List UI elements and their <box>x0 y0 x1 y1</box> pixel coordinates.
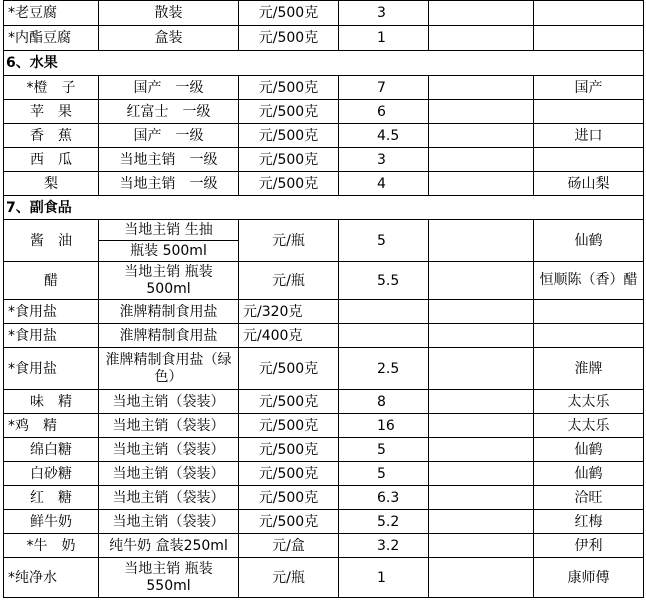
section-header-row <box>4 196 644 220</box>
item-note: 进口 <box>534 124 644 148</box>
item-spec: 淮牌精制食用盐 <box>99 324 239 348</box>
item-note: 红梅 <box>534 510 644 534</box>
item-price: 2.5 <box>339 348 429 390</box>
table-row <box>4 390 644 414</box>
item-spec: 当地主销 一级 <box>99 172 239 196</box>
item-note <box>534 1 644 26</box>
item-spec: 盒装 <box>99 26 239 51</box>
item-unit: 元/500克 <box>239 486 339 510</box>
table-row <box>4 534 644 558</box>
item-spec: 当地主销 生抽 <box>99 220 239 241</box>
item-unit: 元/500克 <box>239 462 339 486</box>
item-unit: 元/500克 <box>239 76 339 100</box>
item-unit: 元/400克 <box>239 324 339 348</box>
item-spec: 淮牌精制食用盐（绿色） <box>99 348 239 390</box>
item-price: 3 <box>339 1 429 26</box>
item-price: 8 <box>339 390 429 414</box>
item-name: *内酯豆腐 <box>4 26 99 51</box>
item-unit: 元/500克 <box>239 148 339 172</box>
empty-cell <box>429 390 534 414</box>
item-unit: 元/500克 <box>239 100 339 124</box>
table-row <box>4 76 644 100</box>
item-name: *橙 子 <box>4 76 99 100</box>
item-price: 6 <box>339 100 429 124</box>
item-name: 绵白糖 <box>4 438 99 462</box>
item-price: 3 <box>339 148 429 172</box>
empty-cell <box>429 462 534 486</box>
item-name: 鲜牛奶 <box>4 510 99 534</box>
item-spec: 当地主销 瓶装 550ml <box>99 558 239 598</box>
table-row <box>4 26 644 51</box>
section-title: 6、水果 <box>4 51 644 76</box>
table-row <box>4 1 644 26</box>
item-unit: 元/500克 <box>239 414 339 438</box>
item-note: 太太乐 <box>534 390 644 414</box>
item-unit: 元/500克 <box>239 348 339 390</box>
empty-cell <box>429 26 534 51</box>
empty-cell <box>429 262 534 300</box>
section-title: 7、副食品 <box>4 196 644 220</box>
table-row <box>4 148 644 172</box>
item-spec: 红富士 一级 <box>99 100 239 124</box>
item-unit: 元/500克 <box>239 124 339 148</box>
empty-cell <box>429 534 534 558</box>
table-row <box>4 558 644 598</box>
item-name: 红 糖 <box>4 486 99 510</box>
item-price: 1 <box>339 26 429 51</box>
item-name: *食用盐 <box>4 348 99 390</box>
item-spec: 当地主销 瓶装 500ml <box>99 262 239 300</box>
item-note: 仙鹤 <box>534 438 644 462</box>
empty-cell <box>429 124 534 148</box>
item-unit: 元/320克 <box>239 300 339 324</box>
item-unit: 元/盒 <box>239 534 339 558</box>
table-row <box>4 462 644 486</box>
item-name: 西 瓜 <box>4 148 99 172</box>
table-row <box>4 438 644 462</box>
empty-cell <box>429 300 534 324</box>
item-name: 味 精 <box>4 390 99 414</box>
item-note <box>534 26 644 51</box>
item-note: 淮牌 <box>534 348 644 390</box>
table-row <box>4 510 644 534</box>
item-name: *纯净水 <box>4 558 99 598</box>
price-table <box>3 0 644 598</box>
item-note: 国产 <box>534 76 644 100</box>
table-row <box>4 262 644 300</box>
item-spec: 当地主销（袋装） <box>99 438 239 462</box>
item-note <box>534 148 644 172</box>
item-spec: 当地主销（袋装） <box>99 510 239 534</box>
item-name: 白砂糖 <box>4 462 99 486</box>
item-price: 5 <box>339 462 429 486</box>
empty-cell <box>429 438 534 462</box>
item-unit: 元/500克 <box>239 172 339 196</box>
item-name: 香 蕉 <box>4 124 99 148</box>
item-spec: 当地主销（袋装） <box>99 414 239 438</box>
item-price: 3.2 <box>339 534 429 558</box>
section-header-row <box>4 51 644 76</box>
item-spec: 当地主销（袋装） <box>99 462 239 486</box>
item-unit: 元/瓶 <box>239 558 339 598</box>
item-note: 仙鹤 <box>534 462 644 486</box>
item-unit: 元/500克 <box>239 438 339 462</box>
item-price: 5.2 <box>339 510 429 534</box>
item-name: *牛 奶 <box>4 534 99 558</box>
empty-cell <box>429 348 534 390</box>
item-spec: 当地主销（袋装） <box>99 486 239 510</box>
item-unit: 元/瓶 <box>239 220 339 262</box>
item-name: 苹 果 <box>4 100 99 124</box>
item-unit: 元/500克 <box>239 26 339 51</box>
item-price: 6.3 <box>339 486 429 510</box>
item-price <box>339 324 429 348</box>
item-unit: 元/500克 <box>239 390 339 414</box>
item-spec: 国产 一级 <box>99 76 239 100</box>
empty-cell <box>429 324 534 348</box>
item-price: 5 <box>339 220 429 262</box>
item-note: 康师傅 <box>534 558 644 598</box>
item-note: 伊利 <box>534 534 644 558</box>
item-note: 太太乐 <box>534 414 644 438</box>
empty-cell <box>429 414 534 438</box>
item-spec: 当地主销（袋装） <box>99 390 239 414</box>
item-price: 16 <box>339 414 429 438</box>
table-row <box>4 324 644 348</box>
item-unit: 元/瓶 <box>239 262 339 300</box>
item-spec: 当地主销 一级 <box>99 148 239 172</box>
item-price: 1 <box>339 558 429 598</box>
item-name: 酱 油 <box>4 220 99 262</box>
item-note: 砀山梨 <box>534 172 644 196</box>
table-row <box>4 348 644 390</box>
item-spec: 纯牛奶 盒装250ml <box>99 534 239 558</box>
item-price: 4 <box>339 172 429 196</box>
item-name: 梨 <box>4 172 99 196</box>
item-note <box>534 300 644 324</box>
table-row <box>4 414 644 438</box>
item-price: 7 <box>339 76 429 100</box>
item-unit: 元/500克 <box>239 510 339 534</box>
table-row <box>4 220 644 241</box>
item-note: 恒顺陈（香）醋 <box>534 262 644 300</box>
table-row <box>4 172 644 196</box>
empty-cell <box>429 172 534 196</box>
item-note: 仙鹤 <box>534 220 644 262</box>
table-row <box>4 486 644 510</box>
empty-cell <box>429 486 534 510</box>
item-name: 醋 <box>4 262 99 300</box>
item-spec: 淮牌精制食用盐 <box>99 300 239 324</box>
item-name: *食用盐 <box>4 300 99 324</box>
empty-cell <box>429 1 534 26</box>
item-price <box>339 300 429 324</box>
item-spec: 瓶装 500ml <box>99 241 239 262</box>
item-unit: 元/500克 <box>239 1 339 26</box>
item-spec: 散装 <box>99 1 239 26</box>
item-note <box>534 324 644 348</box>
item-name: *鸡 精 <box>4 414 99 438</box>
empty-cell <box>429 510 534 534</box>
item-name: *食用盐 <box>4 324 99 348</box>
empty-cell <box>429 558 534 598</box>
empty-cell <box>429 76 534 100</box>
item-note <box>534 100 644 124</box>
item-price: 4.5 <box>339 124 429 148</box>
empty-cell <box>429 100 534 124</box>
item-note: 洽旺 <box>534 486 644 510</box>
item-name: *老豆腐 <box>4 1 99 26</box>
item-price: 5.5 <box>339 262 429 300</box>
item-price: 5 <box>339 438 429 462</box>
empty-cell <box>429 220 534 262</box>
table-row <box>4 300 644 324</box>
empty-cell <box>429 148 534 172</box>
table-row <box>4 124 644 148</box>
item-spec: 国产 一级 <box>99 124 239 148</box>
table-row <box>4 100 644 124</box>
